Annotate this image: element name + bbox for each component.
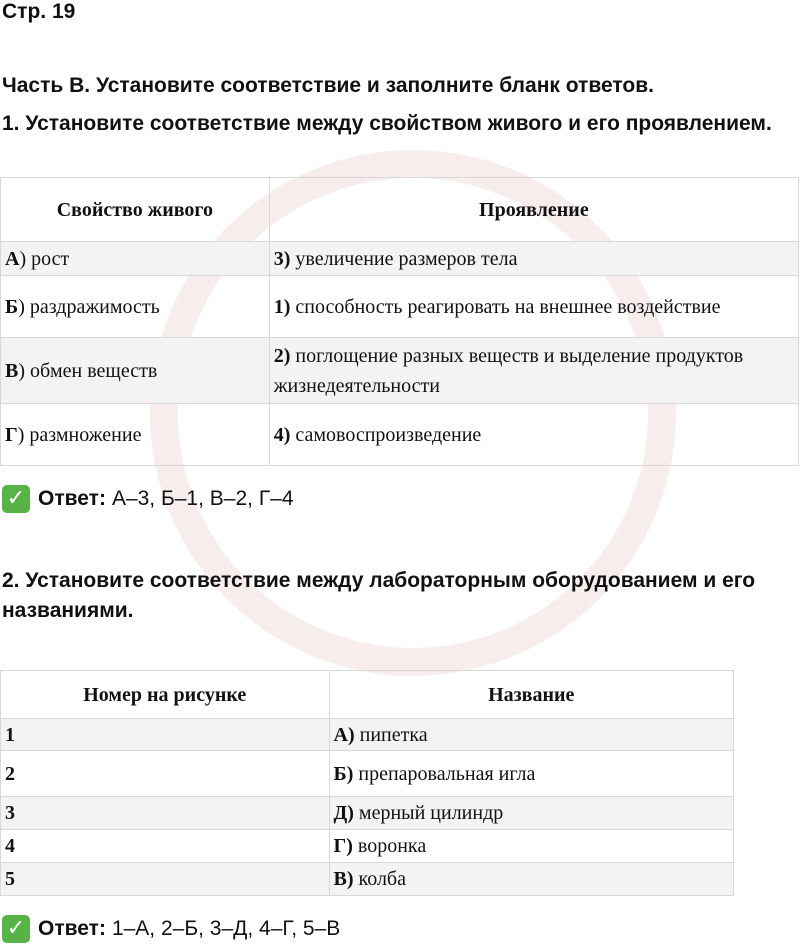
table-header-row <box>1 178 799 242</box>
answer-value: 1–А, 2–Б, 3–Д, 4–Г, 5–В <box>111 917 341 940</box>
header-manifestation: Проявление <box>269 178 798 242</box>
check-mark-icon: ✓ <box>2 485 30 513</box>
cell-manifestation: 3) увеличение размеров тела <box>269 242 798 276</box>
cell-number: 4 <box>1 830 330 863</box>
cell-number: 1 <box>1 719 330 751</box>
table-row <box>1 404 799 466</box>
table-row <box>1 797 734 830</box>
header-name: Название <box>329 671 734 719</box>
table-row <box>1 830 734 863</box>
table-row <box>1 242 799 276</box>
table-row <box>1 719 734 751</box>
table-row <box>1 276 799 338</box>
cell-property: В) обмен веществ <box>1 338 270 404</box>
cell-number: 5 <box>1 863 330 896</box>
answer-value: А–3, Б–1, В–2, Г–4 <box>111 487 294 510</box>
task2-question: 2. Установите соответствие между лабораторным оборудованием и его названиями. <box>2 569 756 622</box>
cell-name: Д) мерный цилиндр <box>329 797 734 830</box>
task1-answer <box>2 485 294 513</box>
part-heading: Часть В. Установите соответствие и заполните бланк ответов. <box>2 74 654 97</box>
header-property: Свойство живого <box>1 178 270 242</box>
cell-property: А) рост <box>1 242 270 276</box>
task1-table <box>0 177 799 466</box>
answer-label: Ответ: <box>38 487 106 510</box>
cell-name: Б) препаровальная игла <box>329 751 734 797</box>
answer-label: Ответ: <box>38 917 106 940</box>
header-number: Номер на рисунке <box>1 671 330 719</box>
cell-manifestation: 1) способность реагировать на внешнее воздействие <box>269 276 798 338</box>
cell-name: Г) воронка <box>329 830 734 863</box>
task2-answer <box>2 915 340 943</box>
cell-property: Б) раздражимость <box>1 276 270 338</box>
cell-number: 3 <box>1 797 330 830</box>
table-row <box>1 751 734 797</box>
cell-manifestation: 4) самовоспроизведение <box>269 404 798 466</box>
cell-name: В) колба <box>329 863 734 896</box>
cell-name: А) пипетка <box>329 719 734 751</box>
page-label: Стр. 19 <box>2 0 76 23</box>
task1-question: 1. Установите соответствие между свойством живого и его проявлением. <box>2 112 772 135</box>
cell-manifestation: 2) поглощение разных веществ и выделение продуктов жизнедеятельности <box>269 338 798 404</box>
cell-property: Г) размножение <box>1 404 270 466</box>
table-row <box>1 863 734 896</box>
check-mark-icon: ✓ <box>2 915 30 943</box>
table-header-row <box>1 671 734 719</box>
cell-number: 2 <box>1 751 330 797</box>
table-row <box>1 338 799 404</box>
task2-table <box>0 670 734 896</box>
